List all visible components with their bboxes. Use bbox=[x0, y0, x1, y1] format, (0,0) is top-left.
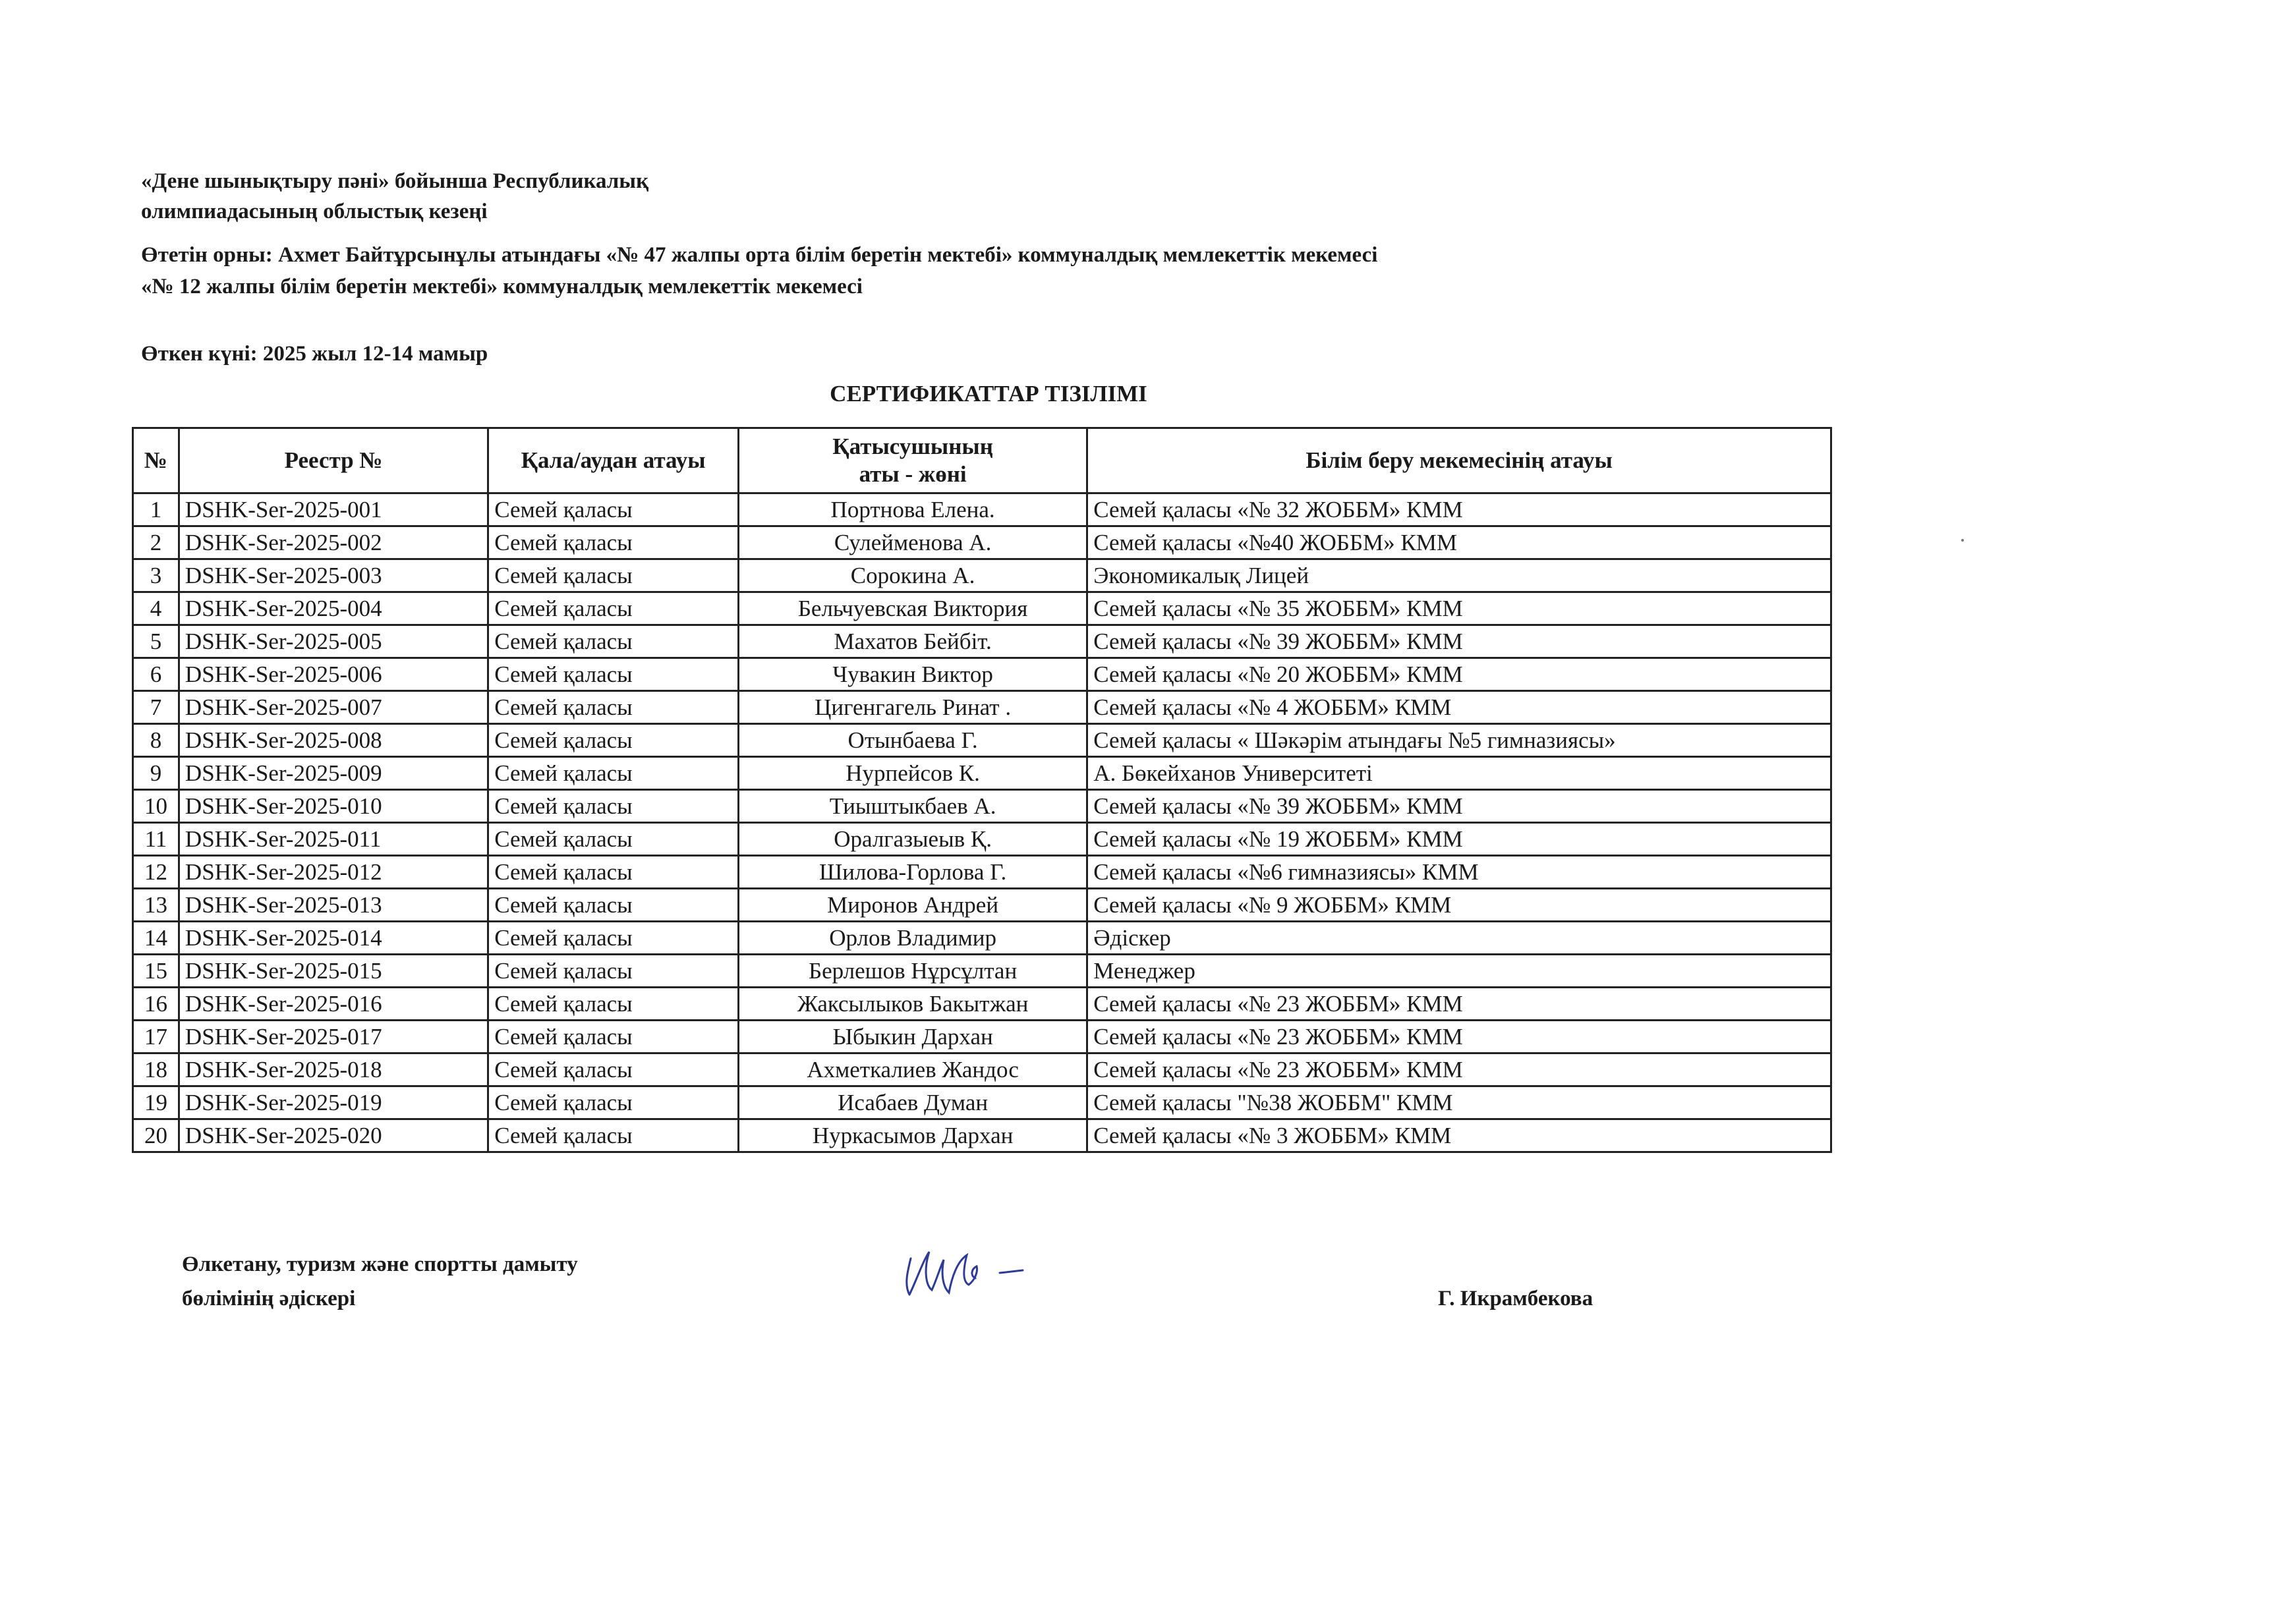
header-line-date: Өткен күні: 2025 жыл 12-14 мамыр bbox=[141, 342, 488, 366]
cell-participant: Берлешов Нұрсұлтан bbox=[738, 955, 1087, 988]
cell-participant: Жаксылыков Бакытжан bbox=[738, 988, 1087, 1021]
table-row bbox=[133, 493, 1831, 526]
signer-name: Г. Икрамбекова bbox=[1438, 1287, 1593, 1310]
cell-num: 20 bbox=[133, 1119, 179, 1152]
cell-participant: Оралгазыеыв Қ. bbox=[738, 823, 1087, 856]
cell-participant: Орлов Владимир bbox=[738, 922, 1087, 955]
cell-institution: Семей қаласы «№ 20 ЖОББМ» КММ bbox=[1087, 658, 1831, 691]
cell-institution: Семей қаласы «№ 23 ЖОББМ» КММ bbox=[1087, 1053, 1831, 1086]
table-row bbox=[133, 691, 1831, 724]
cell-city: Семей қаласы bbox=[488, 988, 739, 1021]
cell-num: 6 bbox=[133, 658, 179, 691]
header-participant-line1: Қатысушының bbox=[832, 434, 993, 459]
cell-institution: Экономикалық Лицей bbox=[1087, 559, 1831, 592]
cell-participant: Бельчуевская Виктория bbox=[738, 592, 1087, 625]
cell-registry: DSHK-Ser-2025-018 bbox=[179, 1053, 488, 1086]
cell-city: Семей қаласы bbox=[488, 559, 739, 592]
table-row bbox=[133, 790, 1831, 823]
cell-city: Семей қаласы bbox=[488, 592, 739, 625]
table-row bbox=[133, 856, 1831, 889]
handwritten-signature-icon bbox=[891, 1232, 1036, 1305]
cell-num: 2 bbox=[133, 526, 179, 559]
cell-registry: DSHK-Ser-2025-014 bbox=[179, 922, 488, 955]
cell-city: Семей қаласы bbox=[488, 922, 739, 955]
cell-registry: DSHK-Ser-2025-003 bbox=[179, 559, 488, 592]
cell-num: 15 bbox=[133, 955, 179, 988]
cell-institution: Әдіскер bbox=[1087, 922, 1831, 955]
cell-num: 12 bbox=[133, 856, 179, 889]
cell-registry: DSHK-Ser-2025-002 bbox=[179, 526, 488, 559]
table-row bbox=[133, 988, 1831, 1021]
cell-participant: Миронов Андрей bbox=[738, 889, 1087, 922]
cell-num: 8 bbox=[133, 724, 179, 757]
cell-registry: DSHK-Ser-2025-007 bbox=[179, 691, 488, 724]
header-registry: Реестр № bbox=[179, 428, 488, 493]
cell-registry: DSHK-Ser-2025-013 bbox=[179, 889, 488, 922]
cell-registry: DSHK-Ser-2025-010 bbox=[179, 790, 488, 823]
cell-institution: Семей қаласы «№40 ЖОББМ» КММ bbox=[1087, 526, 1831, 559]
cell-num: 14 bbox=[133, 922, 179, 955]
cell-city: Семей қаласы bbox=[488, 1053, 739, 1086]
cell-city: Семей қаласы bbox=[488, 757, 739, 790]
cell-institution: Семей қаласы «№ 23 ЖОББМ» КММ bbox=[1087, 1021, 1831, 1053]
cell-registry: DSHK-Ser-2025-008 bbox=[179, 724, 488, 757]
table-row bbox=[133, 559, 1831, 592]
register-title: СЕРТИФИКАТТАР ТІЗІЛІМІ bbox=[830, 381, 1147, 407]
cell-participant: Портнова Елена. bbox=[738, 493, 1087, 526]
cell-institution: Семей қаласы « Шәкәрім атындағы №5 гимназиясы» bbox=[1087, 724, 1831, 757]
signer-position-line2: бөлімінің әдіскері bbox=[182, 1287, 356, 1310]
signer-position-line1: Өлкетану, туризм және спортты дамыту bbox=[182, 1252, 578, 1276]
cell-city: Семей қаласы bbox=[488, 955, 739, 988]
cell-num: 4 bbox=[133, 592, 179, 625]
cell-num: 16 bbox=[133, 988, 179, 1021]
cell-city: Семей қаласы bbox=[488, 625, 739, 658]
cell-num: 9 bbox=[133, 757, 179, 790]
cell-participant: Нурпейсов К. bbox=[738, 757, 1087, 790]
table-row bbox=[133, 823, 1831, 856]
table-row bbox=[133, 625, 1831, 658]
cell-city: Семей қаласы bbox=[488, 1119, 739, 1152]
header-line-venue-2: «№ 12 жалпы білім беретін мектебі» коммуналдық мемлекеттік мекемесі bbox=[141, 275, 863, 298]
cell-institution: Семей қаласы "№38 ЖОББМ" КММ bbox=[1087, 1086, 1831, 1119]
cell-city: Семей қаласы bbox=[488, 856, 739, 889]
cell-city: Семей қаласы bbox=[488, 823, 739, 856]
cell-city: Семей қаласы bbox=[488, 493, 739, 526]
cell-city: Семей қаласы bbox=[488, 724, 739, 757]
cell-registry: DSHK-Ser-2025-020 bbox=[179, 1119, 488, 1152]
table-row bbox=[133, 922, 1831, 955]
cell-city: Семей қаласы bbox=[488, 1021, 739, 1053]
cell-participant: Цигенгагель Ринат . bbox=[738, 691, 1087, 724]
cell-num: 1 bbox=[133, 493, 179, 526]
cell-participant: Сорокина А. bbox=[738, 559, 1087, 592]
cell-registry: DSHK-Ser-2025-017 bbox=[179, 1021, 488, 1053]
cell-registry: DSHK-Ser-2025-009 bbox=[179, 757, 488, 790]
cell-participant: Отынбаева Г. bbox=[738, 724, 1087, 757]
scan-speck bbox=[1961, 539, 1964, 542]
table-row bbox=[133, 1119, 1831, 1152]
cell-num: 18 bbox=[133, 1053, 179, 1086]
cell-institution: Менеджер bbox=[1087, 955, 1831, 988]
cell-num: 13 bbox=[133, 889, 179, 922]
table-row bbox=[133, 724, 1831, 757]
table-body bbox=[133, 493, 1831, 1152]
cell-registry: DSHK-Ser-2025-004 bbox=[179, 592, 488, 625]
table-row bbox=[133, 526, 1831, 559]
cell-institution: Семей қаласы «№ 9 ЖОББМ» КММ bbox=[1087, 889, 1831, 922]
header-line-subject: «Дене шынықтыру пәні» бойынша Республикалық bbox=[141, 169, 649, 193]
cell-participant: Ыбыкин Дархан bbox=[738, 1021, 1087, 1053]
table-row bbox=[133, 592, 1831, 625]
cell-city: Семей қаласы bbox=[488, 526, 739, 559]
cell-institution: Семей қаласы «№ 4 ЖОББМ» КММ bbox=[1087, 691, 1831, 724]
cell-num: 11 bbox=[133, 823, 179, 856]
header-participant bbox=[738, 428, 1087, 493]
table-row bbox=[133, 1021, 1831, 1053]
cell-participant: Шилова-Горлова Г. bbox=[738, 856, 1087, 889]
cell-num: 19 bbox=[133, 1086, 179, 1119]
cell-participant: Махатов Бейбіт. bbox=[738, 625, 1087, 658]
cell-num: 3 bbox=[133, 559, 179, 592]
header-participant-line2: аты - жөні bbox=[859, 461, 967, 487]
cell-institution: Семей қаласы «№ 39 ЖОББМ» КММ bbox=[1087, 790, 1831, 823]
cell-participant: Исабаев Думан bbox=[738, 1086, 1087, 1119]
cell-participant: Сулейменова А. bbox=[738, 526, 1087, 559]
cell-institution: Семей қаласы «№ 3 ЖОББМ» КММ bbox=[1087, 1119, 1831, 1152]
header-num: № bbox=[133, 428, 179, 493]
cell-institution: Семей қаласы «№ 32 ЖОББМ» КММ bbox=[1087, 493, 1831, 526]
cell-registry: DSHK-Ser-2025-005 bbox=[179, 625, 488, 658]
cell-registry: DSHK-Ser-2025-011 bbox=[179, 823, 488, 856]
table-row bbox=[133, 1053, 1831, 1086]
cell-institution: Семей қаласы «№ 39 ЖОББМ» КММ bbox=[1087, 625, 1831, 658]
cell-num: 10 bbox=[133, 790, 179, 823]
cell-num: 5 bbox=[133, 625, 179, 658]
cell-num: 17 bbox=[133, 1021, 179, 1053]
table-row bbox=[133, 1086, 1831, 1119]
cell-registry: DSHK-Ser-2025-016 bbox=[179, 988, 488, 1021]
cell-registry: DSHK-Ser-2025-019 bbox=[179, 1086, 488, 1119]
table-row bbox=[133, 889, 1831, 922]
table-row bbox=[133, 658, 1831, 691]
cell-institution: Семей қаласы «№ 23 ЖОББМ» КММ bbox=[1087, 988, 1831, 1021]
cell-city: Семей қаласы bbox=[488, 889, 739, 922]
table-row bbox=[133, 757, 1831, 790]
header-city: Қала/аудан атауы bbox=[488, 428, 739, 493]
cell-city: Семей қаласы bbox=[488, 691, 739, 724]
cell-institution: Семей қаласы «№ 35 ЖОББМ» КММ bbox=[1087, 592, 1831, 625]
cell-participant: Нуркасымов Дархан bbox=[738, 1119, 1087, 1152]
cell-registry: DSHK-Ser-2025-001 bbox=[179, 493, 488, 526]
cell-participant: Чувакин Виктор bbox=[738, 658, 1087, 691]
header-line-stage: олимпиадасының облыстық кезеңі bbox=[141, 200, 488, 223]
cell-city: Семей қаласы bbox=[488, 1086, 739, 1119]
cell-registry: DSHK-Ser-2025-006 bbox=[179, 658, 488, 691]
cell-participant: Ахметкалиев Жандос bbox=[738, 1053, 1087, 1086]
table-header-row bbox=[133, 428, 1831, 493]
cell-institution: Семей қаласы «№ 19 ЖОББМ» КММ bbox=[1087, 823, 1831, 856]
cell-city: Семей қаласы bbox=[488, 790, 739, 823]
table-row bbox=[133, 955, 1831, 988]
certificates-table bbox=[132, 427, 1832, 1153]
header-line-venue: Өтетін орны: Ахмет Байтұрсынұлы атындағы «№ 47 жалпы орта білім беретін мектебі» коммуналдық мемлекеттік мекемесі bbox=[141, 243, 1378, 267]
cell-institution: А. Бөкейханов Университеті bbox=[1087, 757, 1831, 790]
cell-participant: Тиыштыкбаев А. bbox=[738, 790, 1087, 823]
cell-registry: DSHK-Ser-2025-015 bbox=[179, 955, 488, 988]
header-institution: Білім беру мекемесінің атауы bbox=[1087, 428, 1831, 493]
cell-institution: Семей қаласы «№6 гимназиясы» КММ bbox=[1087, 856, 1831, 889]
cell-num: 7 bbox=[133, 691, 179, 724]
cell-registry: DSHK-Ser-2025-012 bbox=[179, 856, 488, 889]
cell-city: Семей қаласы bbox=[488, 658, 739, 691]
